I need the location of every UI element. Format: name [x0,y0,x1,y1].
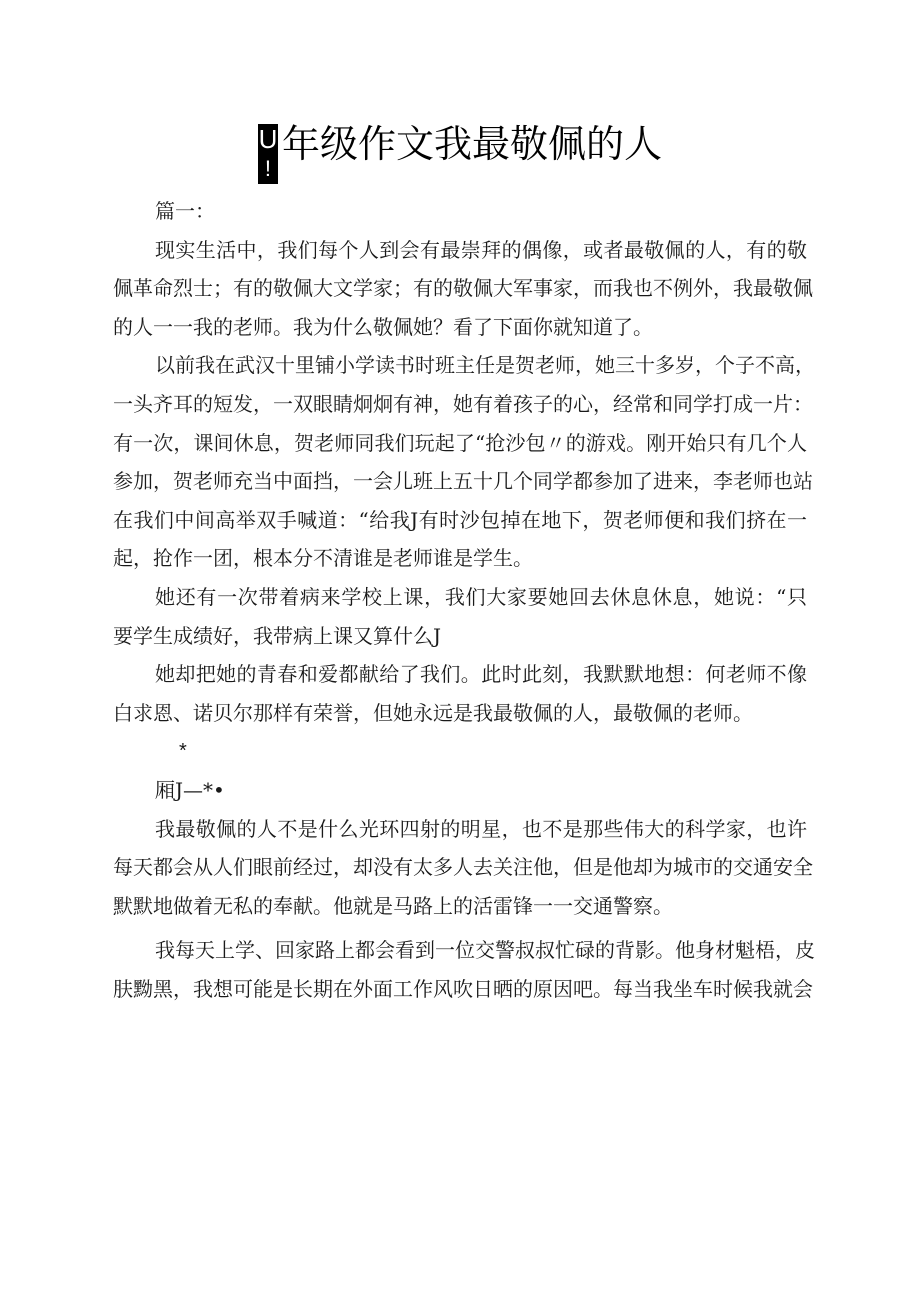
paragraph-line: 起，抢作一团，根本分不清谁是老师谁是学生。 [113,546,533,571]
badge-bottom-glyph: ! [258,154,278,184]
paragraph-line: 我每天上学、回家路上都会看到一位交警叔叔忙碌的背影。他身材魁梧，皮 [155,938,815,963]
title-text: 年级作文我最敬佩的人 [281,122,662,166]
paragraph-line: 我最敬佩的人不是什么光环四射的明星，也不是那些伟大的科学家，也许 [155,816,807,841]
separator-star: * [179,740,187,763]
paragraph-line: 白求恩、诺贝尔那样有荣誉，但她永远是我最敬佩的人，最敬佩的老师。 [113,700,753,725]
paragraph-line: 肤黝黑，我想可能是长期在外面工作风吹日晒的原因吧。每当我坐车时候我就会 [113,976,813,1001]
paragraph-line: 要学生成绩好，我带病上课又算什么J [113,623,442,648]
paragraph-line: 有一次，课间休息，贺老师同我们玩起了“抢沙包〃的游戏。刚开始只有几个人 [113,430,807,455]
paragraph-line: 默默地做着无私的奉献。他就是马路上的活雷锋一一交通警察。 [113,893,673,918]
badge-top-glyph: U [258,124,278,154]
paragraph-line: 现实生活中，我们每个人到会有最崇拜的偶像，或者最敬佩的人，有的敬 [155,237,807,262]
paragraph-line: 她还有一次带着病来学校上课，我们大家要她回去休息休息，她说：“只 [155,584,807,609]
paragraph-line: 一头齐耳的短发，一双眼睛炯炯有神，她有着孩子的心，经常和同学打成一片： [113,391,813,416]
page-title [258,118,662,184]
paragraph-line: 的人一一我的老师。我为什么敬佩她？看了下面你就知道了。 [113,314,653,339]
section-heading-2: 厢J—*• [155,777,225,802]
grade-badge [258,118,278,184]
section-heading-1: 篇一： [155,199,215,223]
title-block [0,118,920,184]
paragraph-line: 在我们中间高举双手喊道：“给我J有时沙包掉在地下，贺老师便和我们挤在一 [113,507,807,532]
paragraph-line: 每天都会从人们眼前经过，却没有太多人去关注他，但是他却为城市的交通安全 [113,855,813,880]
paragraph-line: 她却把她的青春和爱都献给了我们。此时此刻，我默默地想：何老师不像 [155,662,807,687]
paragraph-line: 佩革命烈士；有的敬佩大文学家；有的敬佩大军事家，而我也不例外，我最敬佩 [113,276,813,301]
paragraph-line: 参加，贺老师充当中面挡，一会儿班上五十几个同学都参加了进来，李老师也站 [113,469,813,494]
essay-body [113,192,815,1008]
paragraph-line: 以前我在武汉十里铺小学读书时班主任是贺老师，她三十多岁，个子不高， [155,353,815,378]
